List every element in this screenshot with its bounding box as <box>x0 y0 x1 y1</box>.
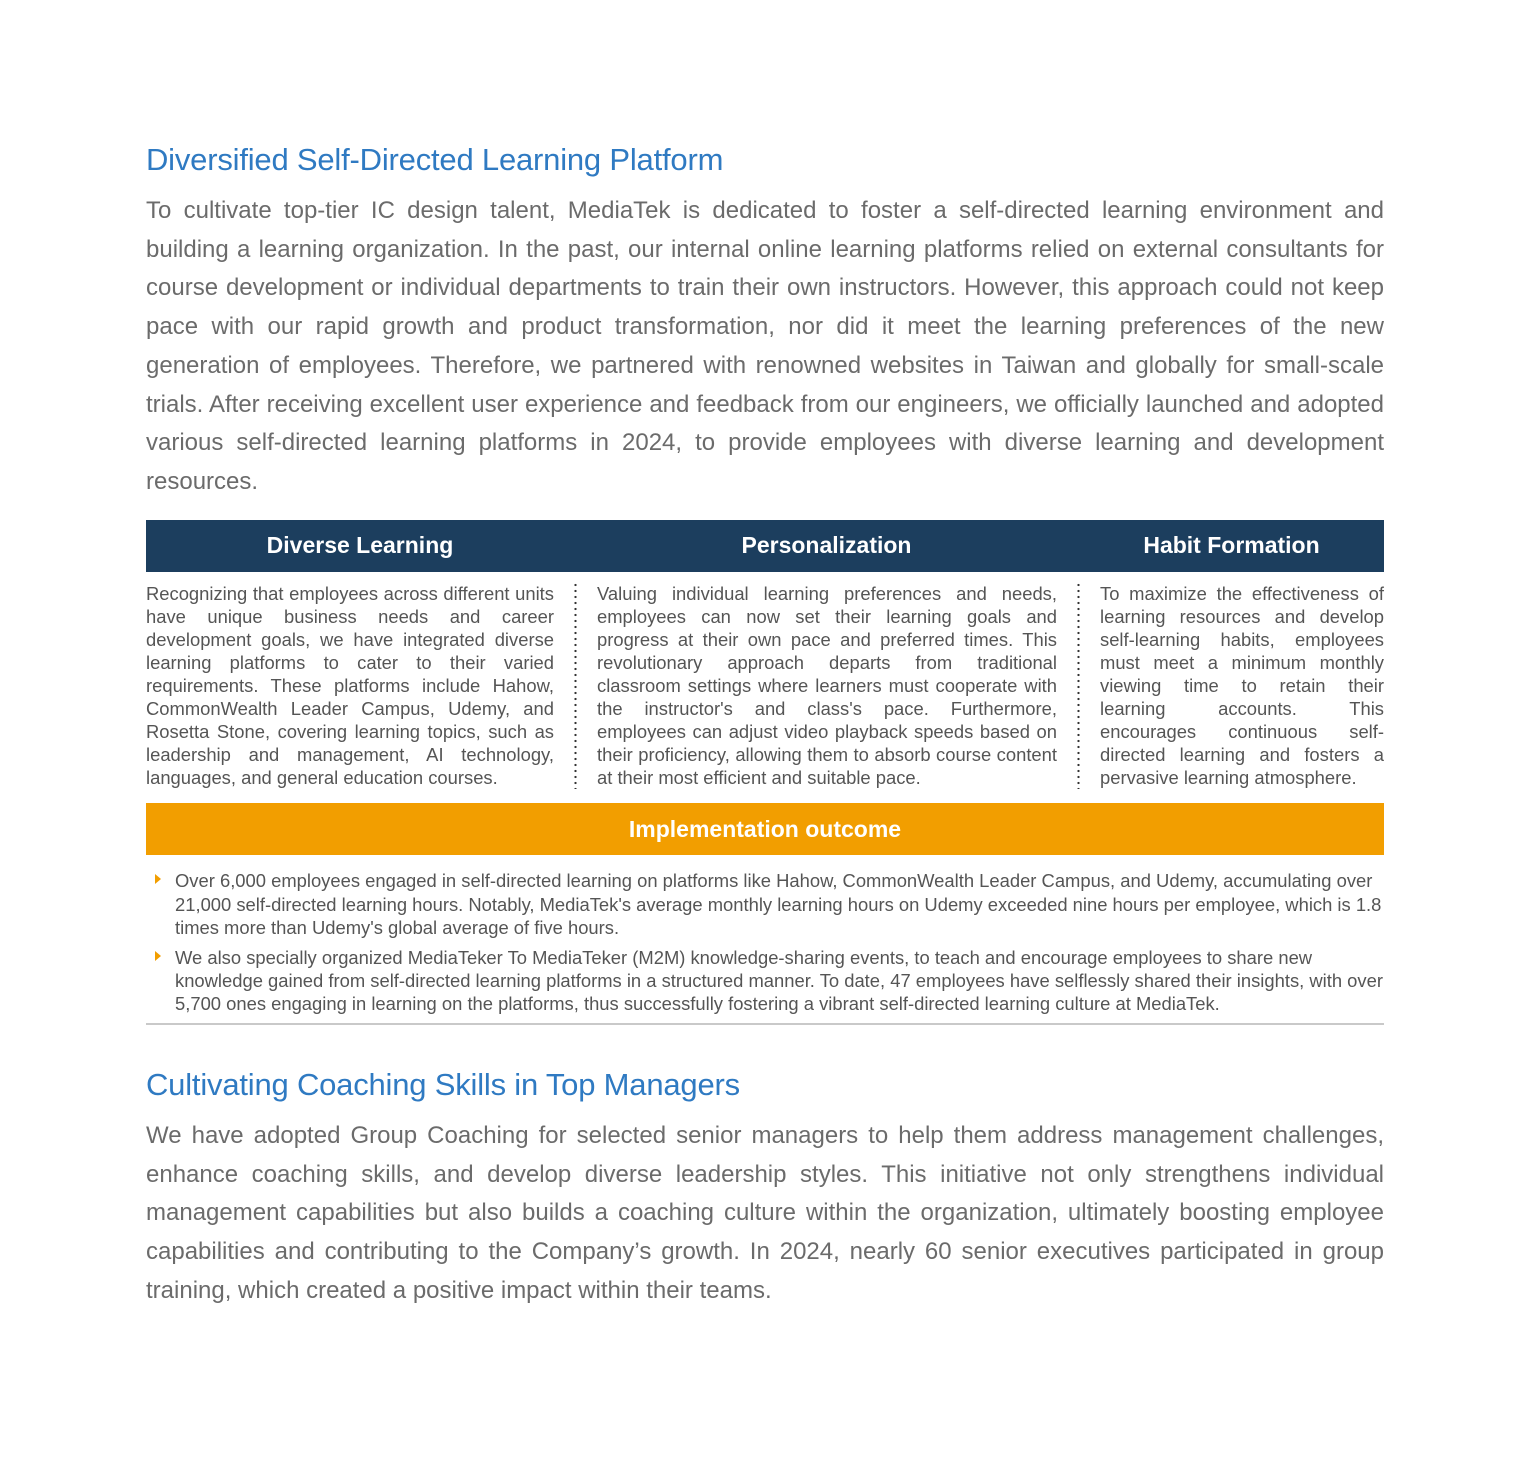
dotted-divider <box>554 582 597 790</box>
section-divider <box>146 1023 1384 1025</box>
pillar-text-habit-formation: To maximize the effectiveness of learning resources and develop self-learning habits, employees must meet a minimum monthly viewing time to retain their learning accounts. This encourages continuous self-directed learning and fosters a pervasive learning atmosphere. <box>1100 582 1384 789</box>
pillar-heading-habit-formation: Habit Formation <box>1143 532 1320 559</box>
outcome-list-item <box>146 869 1384 938</box>
coaching-paragraph: We have adopted Group Coaching for selected senior managers to help them address management challenges, enhance coaching skills, and develop diverse leadership styles. This initiative not only strengthens individual management capabilities but also builds a coaching culture within the organization, ultimately boosting employee capabilities and contributing to the Company’s growth. In 2024, nearly 60 senior executives participated in group training, which created a positive impact within their teams. <box>146 1122 1384 1304</box>
pillar-text-personalization: Valuing individual learning preferences and needs, employees can now set their learning goals and progress at their own pace and preferred times. This revolutionary approach departs from traditional classroom settings where learners must cooperate with the instructor's and class's pace. Furthermore, employees can adjust video playback speeds based on their proficiency, allowing them to absorb course content at their most efficient and suitable pace. <box>597 582 1057 789</box>
outcome-list-item <box>146 946 1384 1015</box>
pillars-body <box>146 582 1384 790</box>
document-page <box>146 138 1384 1311</box>
outcome-list <box>146 869 1384 1015</box>
triangle-bullet-icon <box>155 874 161 884</box>
pillar-heading-personalization: Personalization <box>741 532 912 559</box>
section-title-coaching: Cultivating Coaching Skills in Top Managers <box>146 1067 740 1103</box>
outcome-heading: Implementation outcome <box>628 815 902 842</box>
pillar-text-diverse-learning: Recognizing that employees across different units have unique business needs and career development goals, we have integrated diverse learning platforms to cater to their varied requirements. These platforms include Hahow, CommonWealth Leader Campus, Udemy, and Rosetta Stone, covering learning topics, such as leadership and management, AI technology, languages, and general education courses. <box>146 582 554 789</box>
outcome-header-bar <box>146 803 1384 855</box>
pillars-header-bar <box>146 520 1384 572</box>
outcome-item-text: We also specially organized MediaTeker To MediaTeker (M2M) knowledge-sharing events, to teach and encourage employees to share new knowledge gained from self-directed learning platforms in a structured manner. To date, 47 employees have selflessly shared their insights, with over 5,700 ones engaging in learning on the platforms, thus successfully fostering a vibrant self-directed learning culture at MediaTek. <box>175 946 1383 1014</box>
dotted-divider <box>1057 582 1100 790</box>
outcome-item-text: Over 6,000 employees engaged in self-directed learning on platforms like Hahow, CommonWealth Leader Campus, and Udemy, accumulating over 21,000 self-directed learning hours. Notably, MediaTek's average monthly learning hours on Udemy exceeded nine hours per employee, which is 1.8 times more than Udemy's global average of five hours. <box>175 870 1382 938</box>
section-intro-paragraph: To cultivate top-tier IC design talent, MediaTek is dedicated to foster a self-directed learning environment and building a learning organization. In the past, our internal online learning platforms relied on external consultants for course development or individual departments to train their own instructors. However, this approach could not keep pace with our rapid growth and product transformation, nor did it meet the learning preferences of the new generation of employees. Therefore, we partnered with renowned websites in Taiwan and globally for small-scale trials. After receiving excellent user experience and feedback from our engineers, we officially launched and adopted various self-directed learning platforms in 2024, to provide employees with diverse learning and development resources. <box>146 197 1384 495</box>
section-coaching <box>146 1063 1384 1311</box>
triangle-bullet-icon <box>155 951 161 961</box>
pillar-heading-diverse-learning: Diverse Learning <box>266 532 454 559</box>
section-title-self-directed-learning: Diversified Self-Directed Learning Platform <box>146 142 724 177</box>
